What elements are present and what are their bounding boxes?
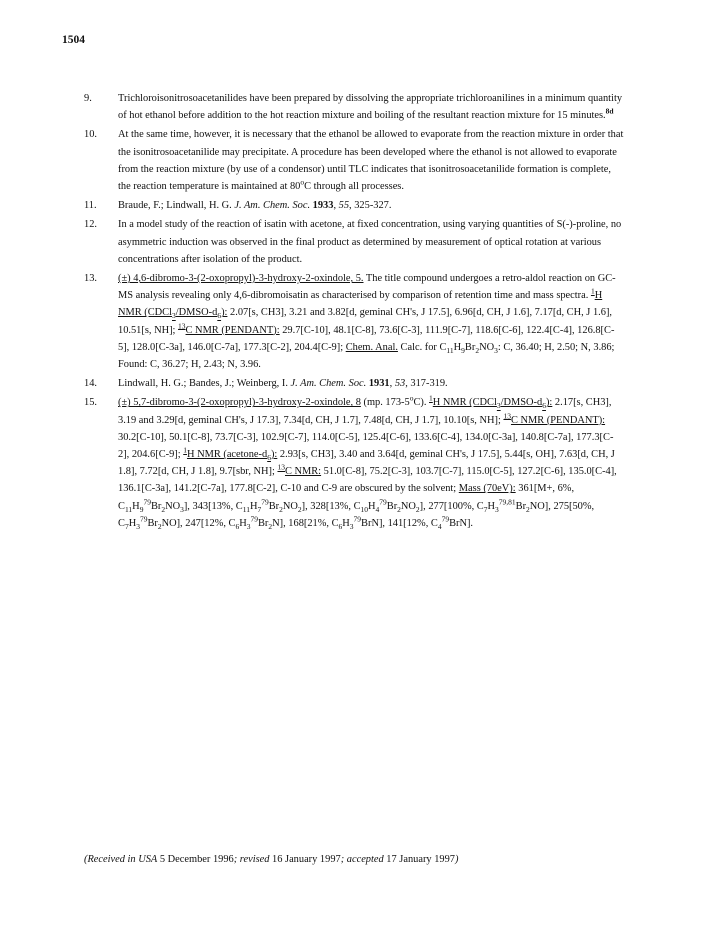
- note-text-segment: J. Am. Chem. Soc.: [290, 378, 367, 390]
- note-text-segment: NO: [479, 341, 495, 353]
- note-text-segment: H: [368, 500, 376, 512]
- note-item: [84, 216, 624, 268]
- note-text-segment: H NMR (acetone-d: [186, 449, 268, 461]
- note-text-segment: 1: [183, 445, 187, 455]
- note-text-segment: (±) 4,6-dibromo-3-(2-oxopropyl)-3-hydroxy-2-oxindole, 5.: [118, 273, 364, 285]
- note-text-segment: 13: [503, 411, 511, 421]
- note-item: [84, 394, 624, 532]
- note-text-segment: 8d: [605, 106, 614, 116]
- note-text-segment: BrN].: [449, 517, 474, 529]
- note-text-segment: ], 277[100%, C: [419, 500, 484, 512]
- note-text-segment: ):: [270, 449, 278, 461]
- note-text-segment: 9: [461, 345, 465, 355]
- received-date: 5 December 1996: [157, 854, 234, 865]
- note-text-segment: 1933: [312, 200, 334, 212]
- note-text-segment: 2.07[s, CH3], 3.21 and 3.82[d, geminal CH's, J 17.5], 6.96[d, CH, J 1.6], 7.17[d, CH, J 1.6], 10.51[s, NH];: [118, 307, 612, 336]
- note-text-segment: H: [239, 517, 247, 529]
- note-text-segment: 3: [495, 504, 499, 514]
- note-text-segment: 2: [397, 504, 401, 514]
- note-item: [84, 375, 624, 392]
- note-text-segment: 2: [297, 504, 302, 514]
- note-text-segment: Br: [515, 500, 527, 512]
- note-text-segment: 4: [437, 521, 442, 531]
- note-text: [118, 216, 624, 268]
- note-text-segment: 2: [161, 504, 166, 514]
- note-text-segment: 29.7[C-10], 48.1[C-8], 73.6[C-3], 111.9[C-7], 118.6[C-6], 122.4[C-4], 126.8[C-5], 128.0[C-3a], 146.0[C-7a], 177.3[C-2], 204.4[C-9];: [118, 324, 615, 353]
- note-text-segment: , 317-319.: [405, 378, 448, 390]
- note-text: [118, 126, 624, 195]
- note-text-segment: Braude, F.; Lindwall, H. G.: [118, 200, 235, 212]
- note-text-segment: 9: [139, 504, 144, 514]
- notes-list: [84, 90, 624, 534]
- note-text-segment: 11: [446, 345, 454, 355]
- note-text-segment: 3: [349, 521, 354, 531]
- note-item: [84, 90, 624, 124]
- note-number: 10.: [84, 129, 97, 141]
- note-number: 9.: [84, 93, 92, 104]
- note-text-segment: 13: [277, 462, 285, 472]
- note-text-segment: Br: [147, 517, 158, 529]
- note-text-segment: 2.17[s, CH3], 3.19 and 3.29[d, geminal CH's, J 17.3], 7.34[d, CH, J 1.7], 7.48[d, CH, J 1.7], 10.10[s, NH];: [118, 397, 612, 426]
- note-text-segment: 79: [441, 514, 450, 524]
- note-text-segment: 10: [360, 504, 368, 514]
- note-text-segment: BrN], 141[12%, C: [361, 517, 438, 529]
- note-text-segment: C).: [413, 397, 430, 409]
- accepted-label: ; accepted: [340, 854, 387, 865]
- note-text-segment: H: [249, 500, 258, 512]
- note-text-segment: Calc. for C: [397, 341, 447, 353]
- note-text-segment: (mp. 173-5: [360, 397, 410, 409]
- note-text-segment: NO: [282, 500, 298, 512]
- note-text-segment: ], 328[13%, C: [301, 500, 361, 512]
- note-text-segment: C NMR (PENDANT):: [510, 414, 606, 426]
- note-text-segment: J. Am. Chem. Soc.: [234, 200, 311, 212]
- note-text-segment: (±) 5,7-dibromo-3-(2-oxopropyl)-3-hydroxy-2-oxindole, 8: [118, 397, 361, 409]
- note-text: [118, 270, 624, 373]
- received-line: [84, 852, 644, 868]
- note-number: 13.: [84, 273, 97, 285]
- note-text-segment: 79,81: [498, 497, 516, 507]
- received-country: USA: [138, 854, 158, 865]
- note-text-segment: 6: [267, 453, 271, 463]
- note-text-segment: 2: [268, 521, 273, 531]
- note-text-segment: ], 343[13%, C: [183, 500, 243, 512]
- note-text: [118, 375, 624, 392]
- note-item: [84, 197, 624, 214]
- note-text-segment: The title compound undergoes a retro-aldol reaction on GC-MS analysis revealing only 4,6-dibromoisatin as characterised by comparison of retention time and mass spectra.: [118, 273, 616, 302]
- note-number: 15.: [84, 397, 97, 409]
- note-text-segment: 2: [526, 504, 530, 514]
- revised-label: ; revised: [233, 854, 273, 865]
- note-text-segment: Br: [268, 500, 280, 512]
- note-text-segment: 2.93[s, CH3], 3.40 and 3.64[d, geminal CH's, J 17.5], 5.44[s, OH], 7.63[d, CH, J 1.8], 7.72[d, CH, J 1.8], 9.7[sbr, NH];: [118, 449, 615, 478]
- note-text-segment: H NMR (CDCl: [118, 290, 603, 319]
- note-number: 12.: [84, 219, 97, 231]
- note-text-segment: 79: [250, 514, 258, 524]
- note-text-segment: H: [132, 500, 140, 512]
- note-text-segment: 79: [353, 514, 362, 524]
- note-text-segment: ,: [333, 200, 339, 212]
- note-text-segment: Br: [150, 500, 162, 512]
- note-text-segment: Br: [464, 341, 476, 353]
- page-number: 1504: [62, 34, 85, 46]
- note-text-segment: 51.0[C-8], 75.2[C-3], 103.7[C-7], 115.0[C-5], 127.2[C-6], 135.0[C-4], 136.1[C-3a], 141.2[C-7a], 177.8[C-2], C-10 and C-9 are obscured by the solvent;: [118, 466, 617, 495]
- note-item: [84, 126, 624, 195]
- note-text-segment: 1: [590, 286, 595, 296]
- note-text-segment: 2: [415, 504, 420, 514]
- note-text-segment: 361[M+, 6%, C: [118, 483, 575, 512]
- note-text-segment: 6: [338, 521, 343, 531]
- accepted-date: 17 January 1997: [386, 854, 455, 865]
- note-text-segment: C through all processes.: [304, 181, 404, 193]
- note-text-segment: Lindwall, H. G.; Bandes, J.; Weinberg, I.: [118, 378, 291, 390]
- note-text-segment: o: [300, 177, 305, 187]
- revised-date: 16 January 1997: [272, 854, 341, 865]
- received-closing: ): [454, 854, 459, 865]
- note-text-segment: 6: [217, 311, 222, 321]
- note-text-segment: 3: [246, 521, 251, 531]
- note-text-segment: /DMSO-d: [175, 307, 218, 319]
- note-text-segment: N], 168[21%, C: [272, 517, 339, 529]
- note-text-segment: Chem. Anal.: [345, 341, 398, 353]
- note-text-segment: : C, 36.40; H, 2.50; N, 3.86; Found: C, 36.27; H, 2.43; N, 3.96.: [118, 341, 615, 371]
- note-text-segment: NO: [400, 500, 416, 512]
- note-text-segment: H: [487, 500, 496, 512]
- note-text-segment: 3: [496, 401, 501, 411]
- note-number: 11.: [84, 200, 97, 212]
- note-text-segment: 30.2[C-10], 50.1[C-8], 73.7[C-3], 102.9[C-7], 114.0[C-5], 125.4[C-6], 133.6[C-4], 134.0[C-3a], 140.8[C-7a], 177.3[C-2], 204.6[C-9];: [118, 431, 614, 461]
- note-text-segment: 53: [394, 378, 406, 390]
- note-text-segment: ):: [545, 397, 553, 409]
- note-text-segment: /DMSO-d: [500, 397, 543, 409]
- note-text-segment: 2: [279, 504, 283, 514]
- received-label: (Received in: [84, 854, 139, 865]
- note-text-segment: H NMR (CDCl: [432, 397, 497, 409]
- note-text-segment: 4: [375, 504, 380, 514]
- note-text-segment: 55: [338, 200, 350, 212]
- note-text-segment: H: [453, 341, 462, 353]
- note-text-segment: 13: [178, 321, 186, 331]
- note-item: [84, 270, 624, 373]
- note-text: [118, 197, 624, 214]
- note-text-segment: 1931: [368, 378, 390, 390]
- note-text-segment: 11: [242, 504, 250, 514]
- note-text-segment: Trichloroisonitrosoacetanilides have been prepared by dissolving the appropriate trichloroanilines in a minimum quantity of hot ethanol before addition to the hot reaction mixture and boiling of the resultant reaction mixture for 15 minutes.: [118, 93, 623, 122]
- note-text-segment: NO], 275[50%, C: [118, 500, 595, 529]
- note-text-segment: 7: [257, 504, 262, 514]
- note-text-segment: Br: [258, 517, 269, 529]
- note-text-segment: o: [409, 393, 414, 403]
- note-text-segment: H: [128, 517, 137, 529]
- note-text-segment: C NMR (PENDANT):: [185, 324, 280, 336]
- note-text-segment: 3: [494, 345, 498, 355]
- note-text-segment: At the same time, however, it is necessary that the ethanol be allowed to evaporate from the reaction mixture in order that the isonitrosoacetanilide may precipitate. A procedure has been developed where the ethanol is not allowed to evaporate from the reaction mixture (by use of a condensor) until TLC indicates that isonitrosoacetanilide formation is complete, the reaction temperature is maintained at 80: [118, 129, 624, 193]
- note-text-segment: 6: [542, 401, 546, 411]
- note-text-segment: 79: [139, 514, 148, 524]
- note-text-segment: 79: [379, 497, 387, 507]
- note-text-segment: 7: [483, 504, 488, 514]
- note-text: [118, 90, 624, 124]
- note-text-segment: 79: [143, 497, 151, 507]
- note-text: [118, 394, 624, 532]
- note-text-segment: 2: [475, 345, 480, 355]
- note-number: 14.: [84, 378, 97, 390]
- note-text-segment: ,: [389, 378, 395, 390]
- note-text-segment: Mass (70eV):: [458, 483, 516, 495]
- note-text-segment: 79: [261, 497, 269, 507]
- note-text-segment: , 325-327.: [349, 200, 392, 212]
- note-text-segment: NO], 247[12%, C: [161, 517, 236, 529]
- note-text-segment: 7: [124, 521, 129, 531]
- note-text-segment: ):: [221, 307, 228, 319]
- note-text-segment: 6: [235, 521, 240, 531]
- note-text-segment: Br: [386, 500, 398, 512]
- note-text-segment: In a model study of the reaction of isatin with acetone, at fixed concentration, using varying quantities of S(-)-proline, no asymmetric induction was observed in the final product as determined by measurement of optical rotation at various concentrations after isolation of the product.: [118, 219, 622, 265]
- note-text-segment: 1: [429, 393, 433, 403]
- note-text-segment: NO: [165, 500, 181, 512]
- note-text-segment: 3: [136, 521, 140, 531]
- note-text-segment: H: [342, 517, 350, 529]
- note-text-segment: 2: [157, 521, 162, 531]
- note-text-segment: 3: [171, 311, 176, 321]
- note-text-segment: C NMR:: [284, 466, 322, 478]
- note-text-segment: 3: [180, 504, 184, 514]
- note-text-segment: 11: [124, 504, 133, 514]
